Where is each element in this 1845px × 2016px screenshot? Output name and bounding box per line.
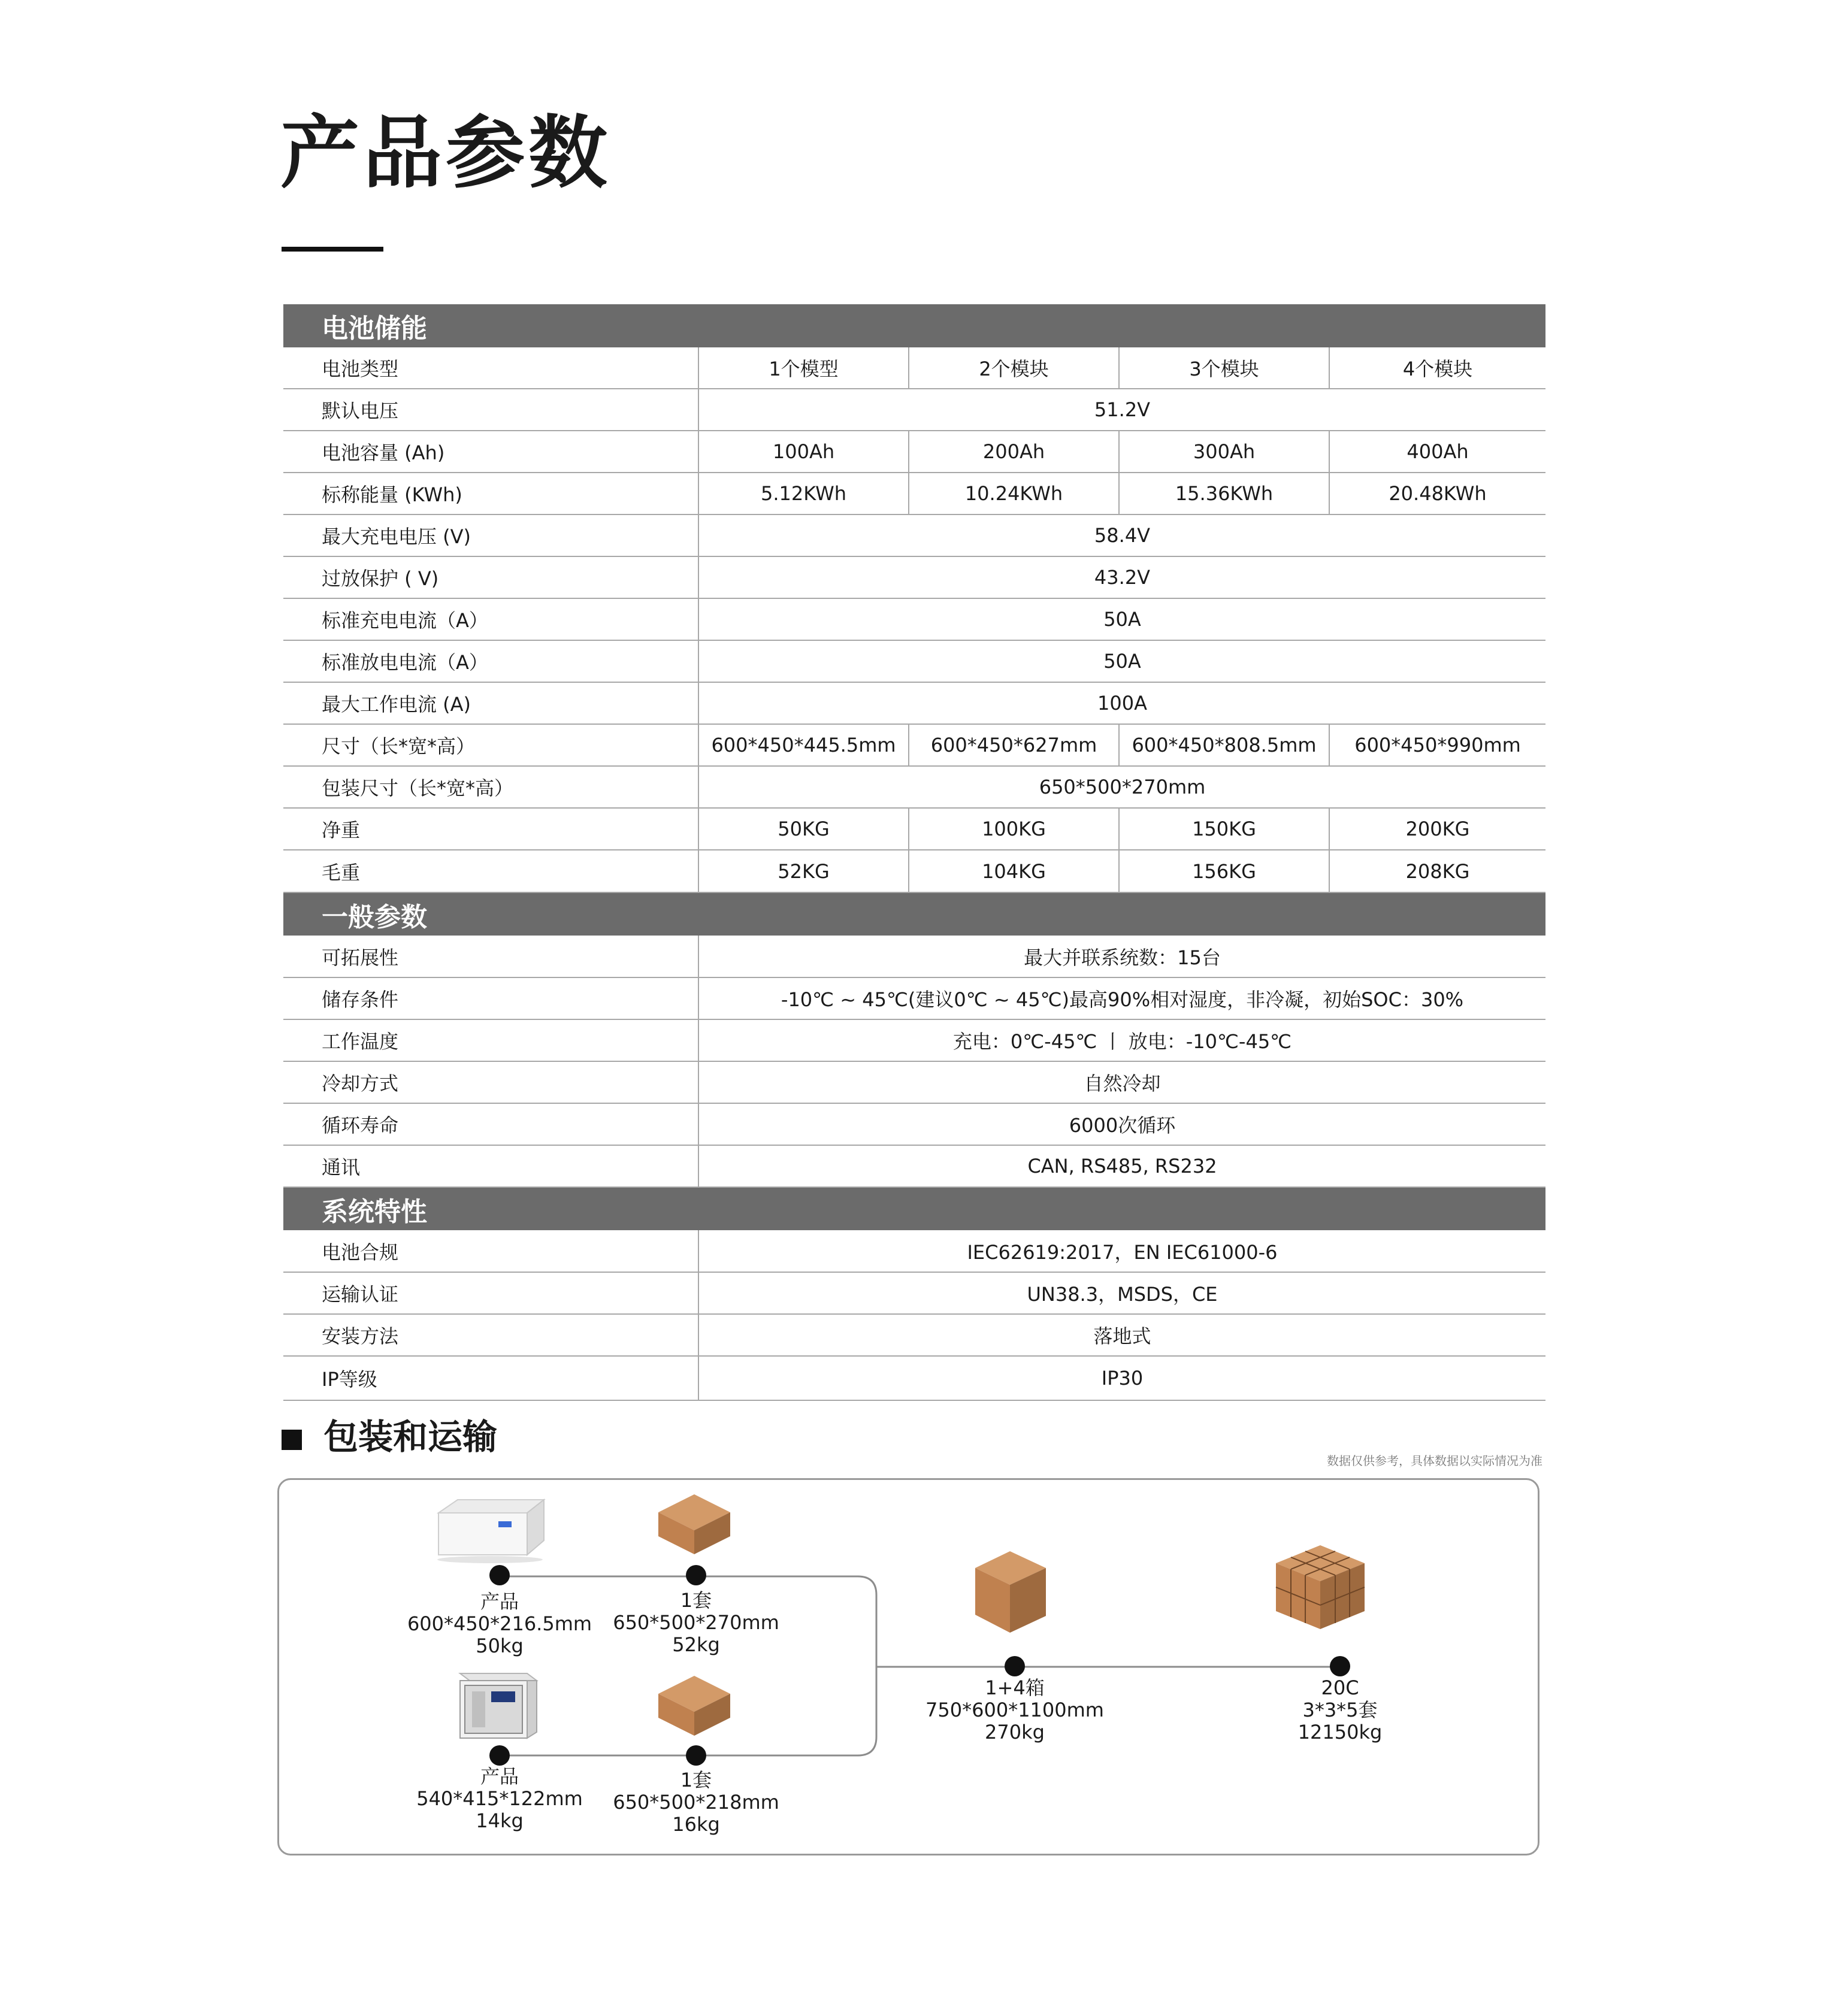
cell: 300Ah bbox=[1119, 431, 1329, 473]
cell: 最大并联系统数：15台 bbox=[698, 936, 1545, 977]
row-label: 标称能量 (KWh) bbox=[283, 473, 698, 514]
cell: 自然冷却 bbox=[698, 1061, 1545, 1103]
label-line: 750*600*1100mm bbox=[925, 1699, 1104, 1721]
row-label: 电池合规 bbox=[283, 1230, 698, 1272]
battery-module-image bbox=[431, 1493, 551, 1564]
label-line: 16kg bbox=[672, 1813, 720, 1836]
row-label: 最大充电电压 (V) bbox=[283, 514, 698, 556]
label-line: 650*500*218mm bbox=[613, 1791, 779, 1814]
row-label: 最大工作电流 (A) bbox=[283, 682, 698, 724]
label-line: 产品 bbox=[480, 1590, 519, 1613]
row-label: 标准放电电流（A） bbox=[283, 640, 698, 682]
label-line: 1套 bbox=[680, 1589, 712, 1612]
cell: IP30 bbox=[698, 1356, 1545, 1400]
box-b-label bbox=[588, 1769, 804, 1836]
label-line: 52kg bbox=[672, 1633, 720, 1656]
cell: 200Ah bbox=[909, 431, 1119, 473]
container-label bbox=[1232, 1677, 1448, 1743]
cell: 600*450*627mm bbox=[909, 724, 1119, 766]
packaging-title-text: 包装和运输 bbox=[323, 1416, 498, 1457]
cell: -10℃ ~ 45℃(建议0℃ ~ 45℃)最高90%相对湿度，非冷凝，初始SOC：30% bbox=[698, 977, 1545, 1019]
cell: 落地式 bbox=[698, 1314, 1545, 1356]
battery-cabinet-image bbox=[448, 1667, 544, 1745]
row-label: 电池类型 bbox=[283, 347, 698, 389]
cell: 150KG bbox=[1119, 808, 1329, 850]
row-label: 安装方法 bbox=[283, 1314, 698, 1356]
flow-node-dot bbox=[1330, 1656, 1350, 1676]
row-label: 包装尺寸（长*宽*高） bbox=[283, 766, 698, 808]
container-stack-icon bbox=[1274, 1543, 1369, 1633]
flow-node-dot bbox=[686, 1745, 706, 1766]
cell: IEC62619:2017，EN IEC61000-6 bbox=[698, 1230, 1545, 1272]
cell: 650*500*270mm bbox=[698, 766, 1545, 808]
label-line: 650*500*270mm bbox=[613, 1611, 779, 1634]
cell: 156KG bbox=[1119, 850, 1329, 892]
cell: 2个模块 bbox=[909, 347, 1119, 389]
label-line: 270kg bbox=[985, 1721, 1045, 1743]
cell: 51.2V bbox=[698, 389, 1545, 431]
cell: 43.2V bbox=[698, 556, 1545, 598]
cell: 58.4V bbox=[698, 514, 1545, 556]
disclaimer-note: 数据仅供参考，具体数据以实际情况为准 bbox=[1327, 1454, 1542, 1468]
carton-icon bbox=[974, 1550, 1052, 1634]
carton-label bbox=[907, 1677, 1123, 1743]
label-line: 12150kg bbox=[1297, 1721, 1383, 1743]
label-line: 3*3*5套 bbox=[1302, 1699, 1378, 1721]
row-label: 工作温度 bbox=[283, 1019, 698, 1061]
cell: 1个模型 bbox=[698, 347, 909, 389]
cell: 50A bbox=[698, 640, 1545, 682]
box-icon bbox=[655, 1491, 733, 1557]
row-label: 过放保护 ( V) bbox=[283, 556, 698, 598]
cell: 50KG bbox=[698, 808, 909, 850]
cell: 充电：0℃-45℃ 丨 放电：-10℃-45℃ bbox=[698, 1019, 1545, 1061]
row-label: IP等级 bbox=[283, 1356, 698, 1400]
flow-node-dot bbox=[489, 1565, 510, 1585]
cell: 600*450*445.5mm bbox=[698, 724, 909, 766]
flow-node-dot bbox=[686, 1565, 706, 1585]
product-b-label bbox=[392, 1766, 607, 1832]
label-line: 产品 bbox=[480, 1765, 519, 1788]
label-line: 540*415*122mm bbox=[416, 1787, 583, 1810]
row-label: 运输认证 bbox=[283, 1272, 698, 1314]
row-label: 通讯 bbox=[283, 1145, 698, 1187]
cell: 200KG bbox=[1329, 808, 1545, 850]
cell: 600*450*808.5mm bbox=[1119, 724, 1329, 766]
label-line: 1套 bbox=[680, 1769, 712, 1791]
cell: 100Ah bbox=[698, 431, 909, 473]
cell: 208KG bbox=[1329, 850, 1545, 892]
row-label: 冷却方式 bbox=[283, 1061, 698, 1103]
page-title: 产品参数 bbox=[280, 107, 611, 199]
cell: 3个模块 bbox=[1119, 347, 1329, 389]
section-title: 系统特性 bbox=[283, 1187, 1545, 1230]
label-line: 14kg bbox=[476, 1809, 524, 1832]
cell: 10.24KWh bbox=[909, 473, 1119, 514]
row-label: 标准充电电流（A） bbox=[283, 598, 698, 640]
label-line: 20C bbox=[1321, 1676, 1359, 1699]
label-line: 50kg bbox=[476, 1634, 524, 1657]
cell: 400Ah bbox=[1329, 431, 1545, 473]
section-title: 一般参数 bbox=[283, 892, 1545, 936]
label-line: 1+4箱 bbox=[985, 1676, 1045, 1699]
row-label: 电池容量 (Ah) bbox=[283, 431, 698, 473]
cell: 4个模块 bbox=[1329, 347, 1545, 389]
label-line: 600*450*216.5mm bbox=[407, 1612, 592, 1635]
cell: CAN, RS485, RS232 bbox=[698, 1145, 1545, 1187]
box-icon bbox=[655, 1673, 733, 1739]
row-label: 储存条件 bbox=[283, 977, 698, 1019]
cell: 600*450*990mm bbox=[1329, 724, 1545, 766]
cell: 104KG bbox=[909, 850, 1119, 892]
flow-node-dot bbox=[489, 1745, 510, 1766]
cell: UN38.3，MSDS，CE bbox=[698, 1272, 1545, 1314]
cell: 20.48KWh bbox=[1329, 473, 1545, 514]
row-label: 净重 bbox=[283, 808, 698, 850]
row-label: 毛重 bbox=[283, 850, 698, 892]
cell: 52KG bbox=[698, 850, 909, 892]
cell: 15.36KWh bbox=[1119, 473, 1329, 514]
row-label: 默认电压 bbox=[283, 389, 698, 431]
cell: 50A bbox=[698, 598, 1545, 640]
cell: 6000次循环 bbox=[698, 1103, 1545, 1145]
section-title: 电池储能 bbox=[283, 304, 1545, 347]
row-label: 循环寿命 bbox=[283, 1103, 698, 1145]
flow-node-dot bbox=[1005, 1656, 1025, 1676]
row-label: 可拓展性 bbox=[283, 936, 698, 977]
cell: 100A bbox=[698, 682, 1545, 724]
box-a-label bbox=[588, 1590, 804, 1656]
row-label: 尺寸（长*宽*高） bbox=[283, 724, 698, 766]
product-a-label bbox=[392, 1591, 607, 1657]
cell: 5.12KWh bbox=[698, 473, 909, 514]
cell: 100KG bbox=[909, 808, 1119, 850]
